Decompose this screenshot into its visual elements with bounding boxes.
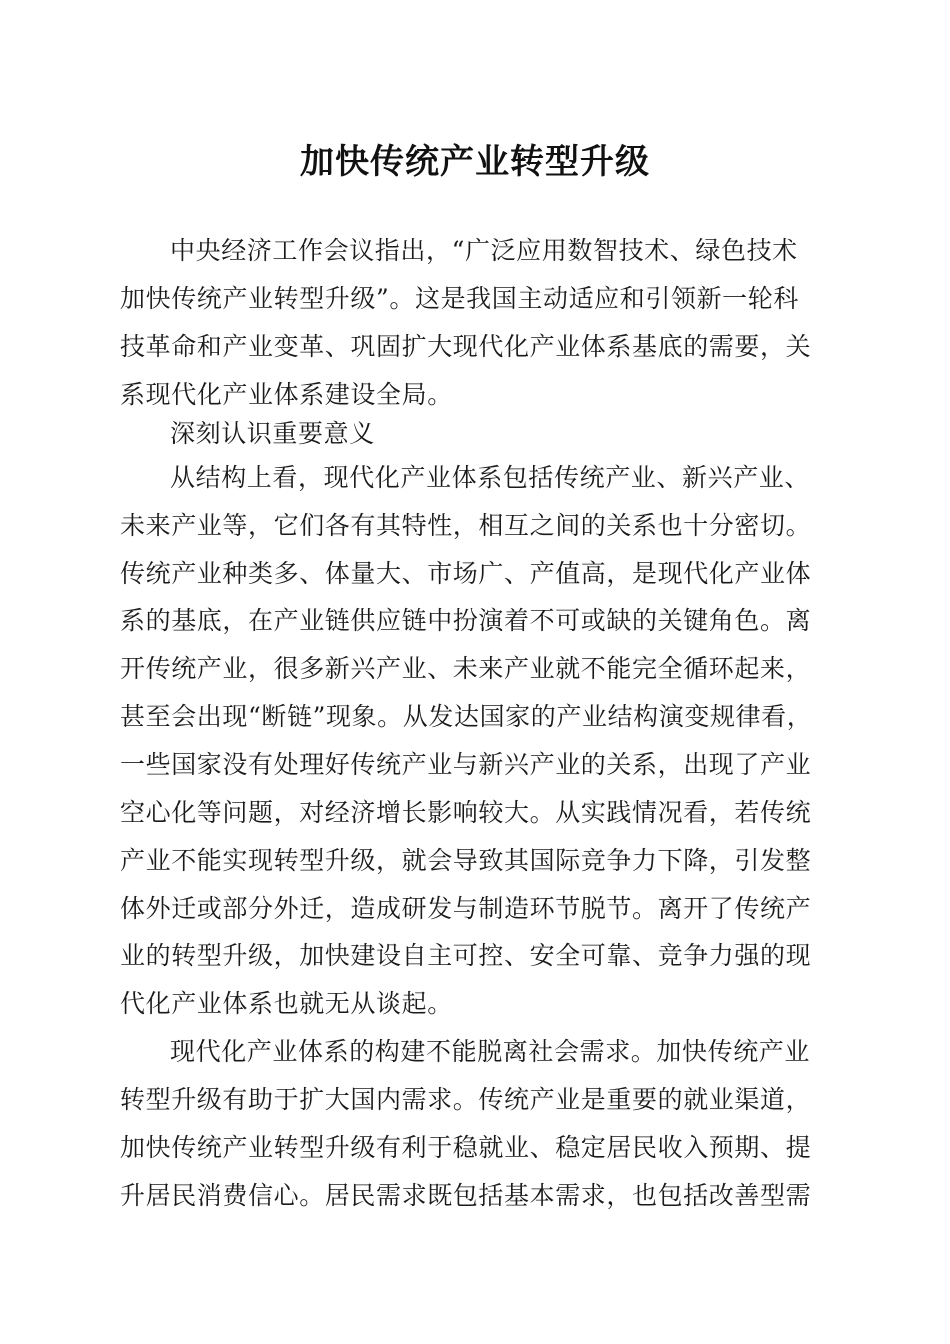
paragraph-line: 产业不能实现转型升级，就会导致其国际竞争力下降，引发整: [120, 846, 812, 875]
paragraph-line: 空心化等问题，对经济增长影响较大。从实践情况看，若传统: [120, 798, 812, 827]
paragraph-line: 技革命和产业变革、巩固扩大现代化产业体系基底的需要，关: [120, 332, 812, 361]
document-title: 加快传统产业转型升级: [300, 142, 650, 182]
section-heading: 深刻认识重要意义: [170, 419, 375, 448]
paragraph-line: 体外迁或部分外迁，造成研发与制造环节脱节。离开了传统产: [120, 894, 812, 923]
paragraph-line: 一些国家没有处理好传统产业与新兴产业的关系，出现了产业: [120, 750, 812, 779]
paragraph-line: 代化产业体系也就无从谈起。: [120, 989, 453, 1018]
paragraph-line: 系现代化产业体系建设全局。: [120, 380, 453, 409]
paragraph-line: 加快传统产业转型升级有利于稳就业、稳定居民收入预期、提: [120, 1133, 812, 1162]
paragraph-line: 业的转型升级，加快建设自主可控、安全可靠、竞争力强的现: [120, 941, 812, 970]
paragraph-line: 加快传统产业转型升级”。这是我国主动适应和引领新一轮科: [120, 284, 799, 313]
paragraph-line: 开传统产业，很多新兴产业、未来产业就不能完全循环起来，: [120, 654, 812, 683]
paragraph-line: 系的基底，在产业链供应链中扮演着不可或缺的关键角色。离: [120, 606, 812, 635]
paragraph-line: 升居民消费信心。居民需求既包括基本需求，也包括改善型需: [120, 1181, 812, 1210]
paragraph-line: 现代化产业体系的构建不能脱离社会需求。加快传统产业: [170, 1037, 811, 1066]
paragraph-line: 中央经济工作会议指出，“广泛应用数智技术、绿色技术: [170, 236, 798, 265]
paragraph-line: 转型升级有助于扩大国内需求。传统产业是重要的就业渠道，: [120, 1085, 812, 1114]
paragraph-line: 甚至会出现“断链”现象。从发达国家的产业结构演变规律看，: [120, 702, 813, 731]
paragraph-line: 未来产业等，它们各有其特性，相互之间的关系也十分密切。: [120, 511, 812, 540]
paragraph-line: 传统产业种类多、体量大、市场广、产值高，是现代化产业体: [120, 559, 812, 588]
paragraph-line: 从结构上看，现代化产业体系包括传统产业、新兴产业、: [170, 463, 811, 492]
